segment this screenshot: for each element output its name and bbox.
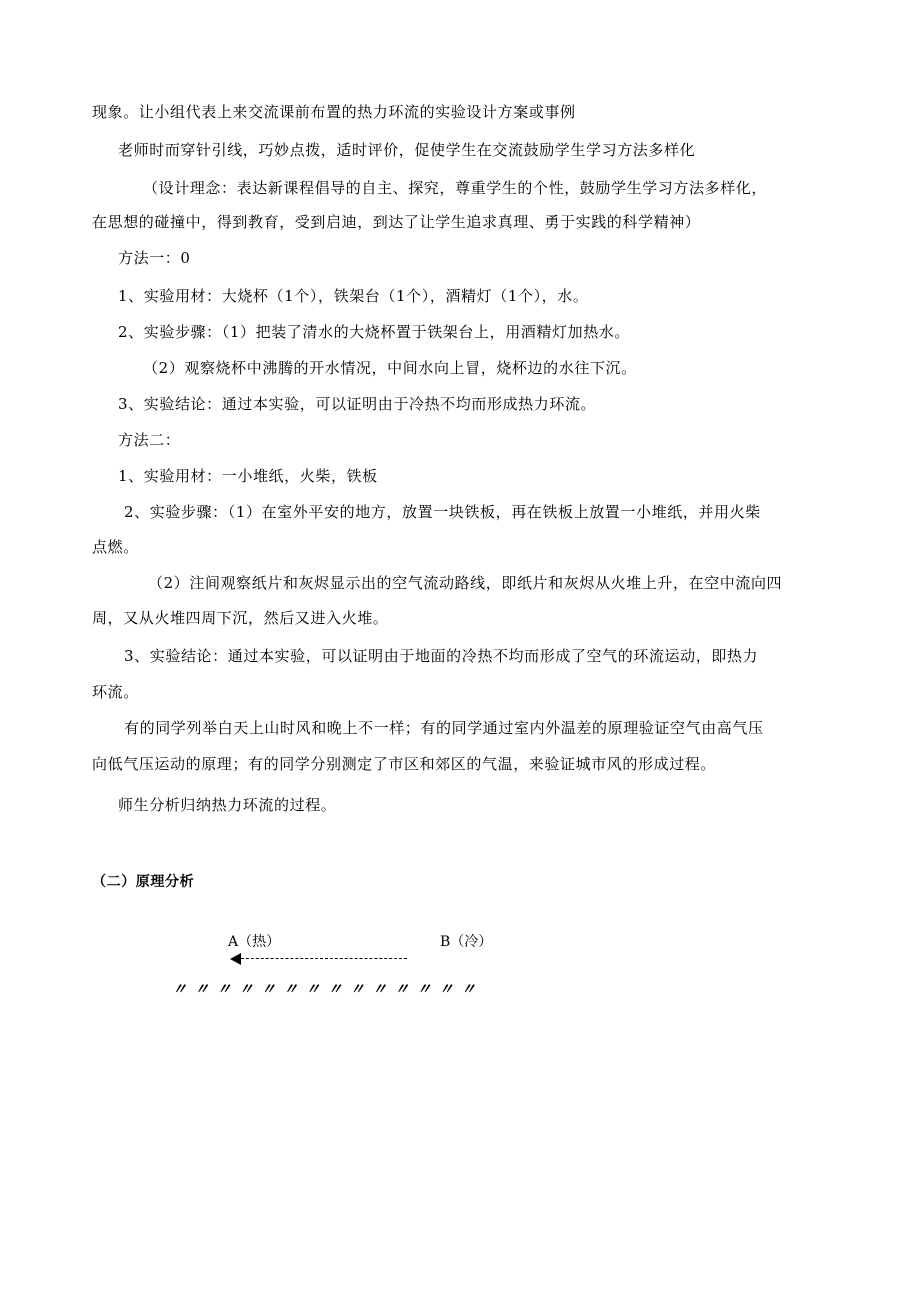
airflow-dashed-line <box>241 958 407 959</box>
paragraph-line: （设计理念：表达新课程倡导的自主、探究，尊重学生的个性，鼓励学生学习方法多样化， <box>143 179 768 197</box>
paragraph-line: 现象。让小组代表上来交流课前布置的热力环流的实验设计方案或事例 <box>92 103 576 121</box>
arrow-head-icon <box>230 953 241 965</box>
paragraph-line: 有的同学列举白天上山时风和晚上不一样；有的同学通过室内外温差的原理验证空气由高气压 <box>124 719 764 737</box>
paragraph-line: 环流。 <box>92 683 139 701</box>
paragraph-line: 3、实验结论：通过本实验，可以证明由于冷热不均而形成热力环流。 <box>118 395 597 413</box>
label-a-hot: A（热） <box>228 934 281 950</box>
paragraph-line: 老师时而穿针引线，巧妙点拨，适时评价，促使学生在交流鼓励学生学习方法多样化 <box>118 141 696 159</box>
paragraph-line: 1、实验用材：大烧杯（1个），铁架台（1个），酒精灯（1个），水。 <box>118 287 589 305</box>
section-heading: （二）原理分析 <box>92 874 195 890</box>
paragraph-line: 周，又从火堆四周下沉，然后又进入火堆。 <box>92 609 389 627</box>
paragraph-line: 2、实验步骤：（1）在室外平安的地方，放置一块铁板，再在铁板上放置一小堆纸，并用火柴 <box>124 503 761 521</box>
paragraph-line: 3、实验结论：通过本实验，可以证明由于地面的冷热不均而形成了空气的环流运动，即热力 <box>124 647 759 665</box>
label-b-cold: B（冷） <box>440 934 493 950</box>
paragraph-line: 向低气压运动的原理；有的同学分别测定了市区和郊区的气温，来验证城市风的形成过程。 <box>92 755 717 773</box>
ground-hatch: 〃 〃 〃 〃 〃 〃 〃 〃 〃 〃 〃 〃 〃 〃 <box>172 980 477 998</box>
paragraph-line: （2）观察烧杯中沸腾的开水情况，中间水向上冒，烧杯边的水往下沉。 <box>143 359 637 377</box>
paragraph-line: 师生分析归纳热力环流的过程。 <box>118 796 337 814</box>
paragraph-line: 点燃。 <box>92 538 139 556</box>
paragraph-line: 2、实验步骤：（1）把装了清水的大烧杯置于铁架台上，用酒精灯加热水。 <box>118 323 630 341</box>
paragraph-line: 1、实验用材：一小堆纸，火柴，铁板 <box>118 467 378 485</box>
paragraph-line: 在思想的碰撞中，得到教育，受到启迪，到达了让学生追求真理、勇于实践的科学精神） <box>92 213 701 231</box>
paragraph-line: 方法二： <box>118 431 181 449</box>
paragraph-line: （2）注间观察纸片和灰烬显示出的空气流动路线，即纸片和灰烬从火堆上升，在空中流向四 <box>148 574 783 592</box>
paragraph-line: 方法一：0 <box>118 249 191 267</box>
